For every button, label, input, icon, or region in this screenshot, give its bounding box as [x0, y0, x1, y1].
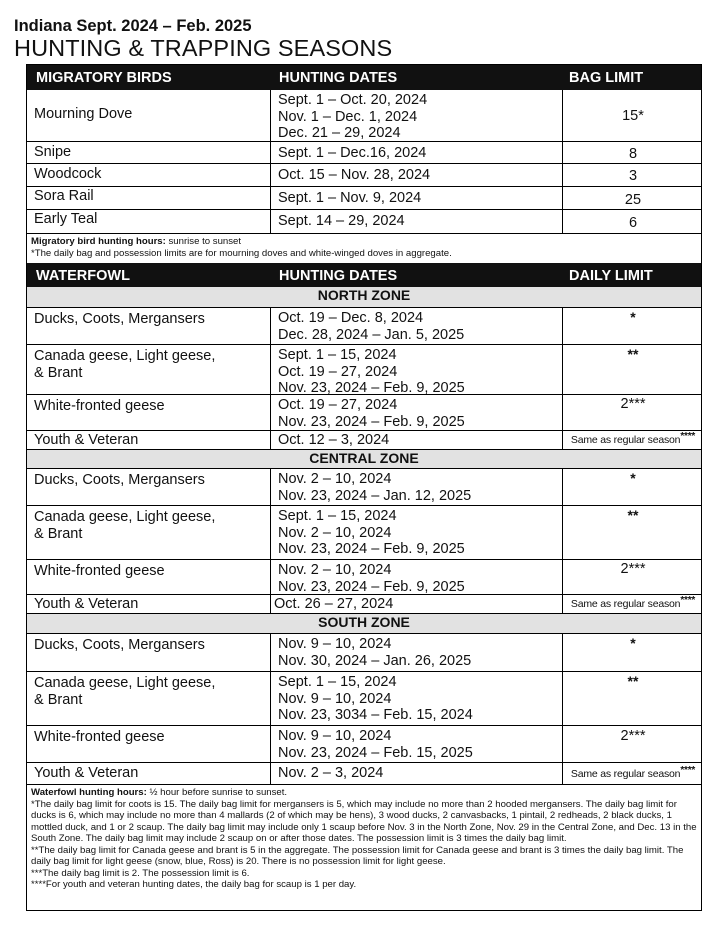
date-line: Nov. 9 – 10, 2024 — [278, 690, 392, 707]
waterfowl-hours — [31, 787, 697, 799]
zone-heading: SOUTH ZONE — [27, 613, 701, 633]
table-row — [27, 430, 701, 449]
hunting-dates — [270, 90, 562, 141]
table-row — [27, 163, 701, 186]
seasons-table — [26, 64, 702, 911]
date-line: Nov. 23, 2024 – Feb. 9, 2025 — [278, 541, 465, 557]
date-line: Dec. 21 – 29, 2024 — [278, 125, 401, 141]
hunting-dates: Sept. 1 – Nov. 9, 2024 — [270, 187, 562, 209]
species-line: Canada geese, Light geese, — [34, 675, 216, 691]
footnote-coots-ducks: *The daily bag limit for coots is 15. The daily bag limit for mergansers is 5, which may include no more than 2 hooded mergansers. The daily bag limit for ducks is 6, which may include no more than 4 mallards (2 of which may be hens), 3 wood ducks, 2 canvasbacks, 1 pintail, 2 redheads, 2 black ducks, 1 mottled duck, and 1 or 2 scaup. The daily bag limit may include only 1 scaup before Nov. 3 in the North Zone, Nov. 29 in the Central Zone, and Dec. 13 in the South Zone. The daily bag limit may include 2 scaup on or after those dates. The possession limit is 3 times the daily bag limit. — [31, 798, 697, 844]
species-name — [27, 560, 270, 594]
date-line: Oct. 19 – 27, 2024 — [278, 397, 398, 413]
hunting-dates — [270, 506, 562, 559]
date-line: Nov. 23, 2024 – Feb. 15, 2025 — [278, 744, 473, 761]
hunting-dates — [270, 763, 562, 784]
hunting-dates — [270, 672, 562, 725]
species-name: Woodcock — [34, 166, 102, 182]
daily-limit: ** — [562, 345, 702, 394]
limit-text: Same as regular season — [570, 768, 681, 780]
daily-limit — [562, 763, 702, 784]
species-line: Ducks, Coots, Mergansers — [34, 311, 205, 327]
page-subtitle: Indiana Sept. 2024 – Feb. 2025 — [14, 17, 252, 35]
daily-limit: ** — [562, 672, 702, 725]
hunting-dates — [270, 634, 562, 671]
daily-limit: 2*** — [562, 726, 702, 762]
table-row — [27, 762, 701, 784]
table-row — [27, 468, 701, 505]
migratory-header-row — [27, 65, 701, 90]
date-line: Nov. 9 – 10, 2024 — [278, 728, 392, 744]
species-name — [27, 469, 270, 505]
col-header-dates: HUNTING DATES — [279, 70, 398, 86]
species-line: Youth & Veteran — [34, 765, 139, 781]
date-line: Nov. 2 – 10, 2024 — [278, 524, 392, 541]
species-name: Sora Rail — [34, 188, 94, 204]
date-line: Sept. 1 – 15, 2024 — [278, 508, 397, 524]
limit-text: Same as regular season — [570, 598, 681, 610]
date-line: Nov. 9 – 10, 2024 — [278, 636, 392, 652]
species-name: Mourning Dove — [34, 106, 133, 122]
species-line: Ducks, Coots, Mergansers — [34, 472, 205, 488]
species-name — [27, 308, 270, 344]
migratory-hours — [31, 236, 697, 248]
footnote-youth-veteran: ****For youth and veteran hunting dates, the daily bag for scaup is 1 per day. — [31, 879, 357, 890]
species-line: & Brant — [34, 525, 83, 542]
col-header-limit: BAG LIMIT — [569, 70, 644, 86]
col-header-species: WATERFOWL — [36, 268, 130, 284]
date-line: Oct. 26 – 27, 2024 — [274, 596, 394, 612]
date-line: Nov. 23, 2024 – Feb. 9, 2025 — [278, 380, 465, 394]
date-line: Nov. 2 – 10, 2024 — [278, 562, 392, 578]
table-row — [27, 594, 701, 613]
hunting-dates: Sept. 14 – 29, 2024 — [270, 210, 562, 233]
table-row — [27, 186, 701, 209]
daily-limit: 2*** — [562, 560, 702, 594]
hours-value: ½ hour before sunrise to sunset. — [146, 787, 288, 798]
daily-limit: * — [562, 469, 702, 505]
date-line: Nov. 23, 2024 – Feb. 9, 2025 — [278, 578, 465, 594]
date-line: Oct. 19 – 27, 2024 — [278, 363, 398, 380]
footnote-white-fronted: ***The daily bag limit is 2. The possession limit is 6. — [31, 867, 250, 879]
species-line: & Brant — [34, 364, 83, 381]
species-line: & Brant — [34, 691, 83, 708]
table-row — [27, 633, 701, 671]
migratory-notes — [27, 233, 701, 263]
species-name: Early Teal — [34, 211, 98, 227]
col-header-species: MIGRATORY BIRDS — [36, 70, 172, 86]
daily-limit: * — [562, 634, 702, 671]
limit-footnote-mark: **** — [680, 595, 696, 606]
species-line: Youth & Veteran — [34, 596, 139, 612]
date-line: Oct. 19 – Dec. 8, 2024 — [278, 310, 424, 326]
date-line: Oct. 12 – 3, 2024 — [278, 432, 390, 448]
bag-limit: 15* — [562, 90, 702, 141]
table-row — [27, 344, 701, 394]
species-name — [27, 595, 270, 613]
date-line: Sept. 1 – 15, 2024 — [278, 674, 397, 690]
daily-limit — [562, 431, 702, 449]
hunting-dates — [270, 395, 562, 430]
hunting-dates — [270, 469, 562, 505]
species-line: White-fronted geese — [34, 563, 165, 579]
table-row — [27, 394, 701, 430]
zone-heading: CENTRAL ZONE — [27, 449, 701, 468]
table-row — [27, 505, 701, 559]
table-row — [27, 209, 701, 233]
species-line: Youth & Veteran — [34, 432, 139, 448]
limit-footnote-mark: **** — [680, 765, 696, 776]
daily-limit — [562, 595, 702, 613]
hunting-dates — [270, 726, 562, 762]
hunting-dates — [270, 560, 562, 594]
table-row — [27, 307, 701, 344]
bag-limit: 25 — [562, 187, 702, 209]
table-row — [27, 141, 701, 163]
limit-footnote-mark: **** — [680, 431, 696, 442]
col-header-limit: DAILY LIMIT — [569, 268, 653, 284]
species-name — [27, 506, 270, 559]
hours-label: Waterfowl hunting hours: — [31, 787, 147, 798]
limit-text: Same as regular season — [570, 434, 681, 446]
footnote-geese: **The daily bag limit for Canada geese and brant is 5 in the aggregate. The possession limit for Canada geese and brant is 3 times the daily bag limit. The daily bag limit for light geese (snow, blue, Ross) is 20. There is no possession limit for light geese. — [31, 844, 684, 867]
bag-limit: 3 — [562, 164, 702, 186]
hunting-dates — [270, 345, 562, 394]
zone-heading: NORTH ZONE — [27, 287, 701, 307]
hours-label: Migratory bird hunting hours: — [31, 236, 166, 247]
species-name — [27, 345, 270, 394]
date-line: Nov. 2 – 10, 2024 — [278, 471, 392, 487]
waterfowl-header-row — [27, 263, 701, 287]
species-name — [27, 672, 270, 725]
page-title: HUNTING & TRAPPING SEASONS — [14, 35, 393, 61]
bag-limit: 6 — [562, 210, 702, 233]
species-name — [27, 395, 270, 430]
species-name: Snipe — [34, 144, 72, 160]
species-line: White-fronted geese — [34, 729, 165, 745]
hunting-dates — [270, 308, 562, 344]
species-line: Canada geese, Light geese, — [34, 509, 216, 525]
hours-value: sunrise to sunset — [165, 236, 242, 247]
species-line: Ducks, Coots, Mergansers — [34, 637, 205, 653]
date-line: Nov. 23, 2024 – Jan. 12, 2025 — [278, 487, 472, 504]
date-line: Sept. 1 – 15, 2024 — [278, 347, 397, 363]
date-line: Dec. 28, 2024 – Jan. 5, 2025 — [278, 326, 465, 343]
species-name — [27, 763, 270, 784]
date-line: Nov. 1 – Dec. 1, 2024 — [278, 108, 418, 125]
waterfowl-notes — [27, 784, 701, 911]
species-name — [27, 634, 270, 671]
daily-limit: 2*** — [562, 395, 702, 430]
col-header-dates: HUNTING DATES — [279, 268, 398, 284]
table-row — [27, 725, 701, 762]
daily-limit: * — [562, 308, 702, 344]
date-line: Nov. 23, 2024 – Feb. 9, 2025 — [278, 413, 465, 430]
date-line: Nov. 2 – 3, 2024 — [278, 765, 384, 781]
species-line: White-fronted geese — [34, 398, 165, 414]
date-line: Sept. 1 – Oct. 20, 2024 — [278, 92, 428, 108]
hunting-dates — [270, 431, 562, 449]
date-line: Nov. 30, 2024 – Jan. 26, 2025 — [278, 652, 472, 669]
hunting-dates — [270, 595, 562, 613]
hunting-dates: Sept. 1 – Dec.16, 2024 — [270, 142, 562, 163]
daily-limit: ** — [562, 506, 702, 559]
species-name — [27, 431, 270, 449]
table-row — [27, 90, 701, 141]
hunting-dates: Oct. 15 – Nov. 28, 2024 — [270, 164, 562, 186]
migratory-footnote: *The daily bag and possession limits are for mourning doves and white-winged doves in aggregate. — [31, 247, 452, 259]
table-row — [27, 671, 701, 725]
species-line: Canada geese, Light geese, — [34, 348, 216, 364]
table-row — [27, 559, 701, 594]
bag-limit: 8 — [562, 142, 702, 163]
date-line: Nov. 23, 3034 – Feb. 15, 2024 — [278, 707, 473, 723]
species-name — [27, 726, 270, 762]
